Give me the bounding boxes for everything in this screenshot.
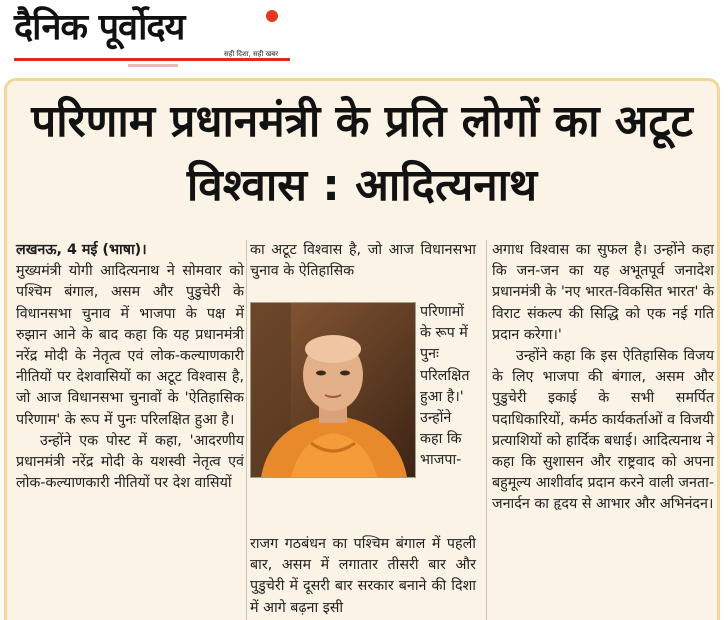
column-2-side: परिणामों के रूप में पुनः परिलक्षित हुआ है।' उन्होंने कहा कि भाजपा- bbox=[420, 304, 470, 469]
column-2-top: का अटूट विश्वास है, जो आज विधानसभा चुनाव के ऐतिहासिक bbox=[250, 242, 476, 280]
column-divider bbox=[486, 240, 487, 620]
column-divider bbox=[246, 240, 247, 620]
column-1-paragraph-2: उन्होंने एक पोस्ट में कहा, 'आदरणीय प्रधानमंत्री नरेंद्र मोदी के यशस्वी नेतृत्व एवं लोक-कल्याणकारी नीतियों पर देश वासियों bbox=[16, 432, 244, 492]
newspaper-tagline: सही दिशा, सही खबर bbox=[224, 50, 279, 58]
column-1-paragraph-1: मुख्यमंत्री योगी आदित्यनाथ ने सोमवार को पश्चिम बंगाल, असम और पुडुचेरी के विधानसभा चुनाव में भाजपा के पक्ष में रुझान आने के बाद कहा कि यह प्रधानमंत्री नरेंद्र मोदी के नेतृत्व एवं लोक-कल्याणकारी नीतियों पर देशवासियों का अटूट विश्वास है, जो आज विधानसभा चुनावों के 'ऐतिहासिक परिणाम' के रूप में पुनः परिलक्षित हुआ है। bbox=[16, 263, 244, 428]
column-3 bbox=[492, 240, 714, 516]
logo-dot bbox=[266, 10, 278, 22]
masthead-strip bbox=[128, 64, 178, 67]
column-3-paragraph-1: अगाध विश्वास का सुफल है। उन्होंने कहा कि जन-जन का यह अभूतपूर्व जनादेश प्रधानमंत्री के 'नए भारत-विकसित भारत' के विराट संकल्प की सिद्धि को एक नई गति प्रदान करेगा।' bbox=[492, 242, 714, 343]
dateline: लखनऊ, 4 मई (भाषा)। bbox=[16, 242, 147, 258]
headline: परिणाम प्रधानमंत्री के प्रति लोगों का अटूट विश्वास : आदित्यनाथ bbox=[31, 96, 693, 211]
portrait-image bbox=[251, 303, 415, 477]
column-3-paragraph-2: उन्होंने कहा कि इस ऐतिहासिक विजय के लिए भाजपा की बंगाल, असम और पुडुचेरी इकाई के सभी समर्पित पदाधिकारियों, कर्मठ कार्यकर्ताओं व विजयी प्रत्याशियों को हार्दिक बधाई। आदित्यनाथ ने कहा कि सुशासन और राष्ट्रवाद को अपना बहुमूल्य आशीर्वाद प्रदान करने वाली जनता-जनार्दन का हृदय से आभार और अभिनंदन। bbox=[492, 348, 714, 513]
masthead-rule bbox=[14, 58, 290, 61]
column-2-bottom: राजग गठबंधन का पश्चिम बंगाल में पहली बार, असम में लगातार तीसरी बार और पुडुचेरी में दूसरी बार सरकार बनाने की दिशा में आगे बढ़ना इसी bbox=[250, 536, 476, 616]
masthead bbox=[8, 2, 308, 72]
adityanath-photo bbox=[250, 302, 416, 478]
column-1 bbox=[16, 240, 244, 494]
newspaper-title: दैनिक पूर्वोदय bbox=[14, 7, 185, 48]
